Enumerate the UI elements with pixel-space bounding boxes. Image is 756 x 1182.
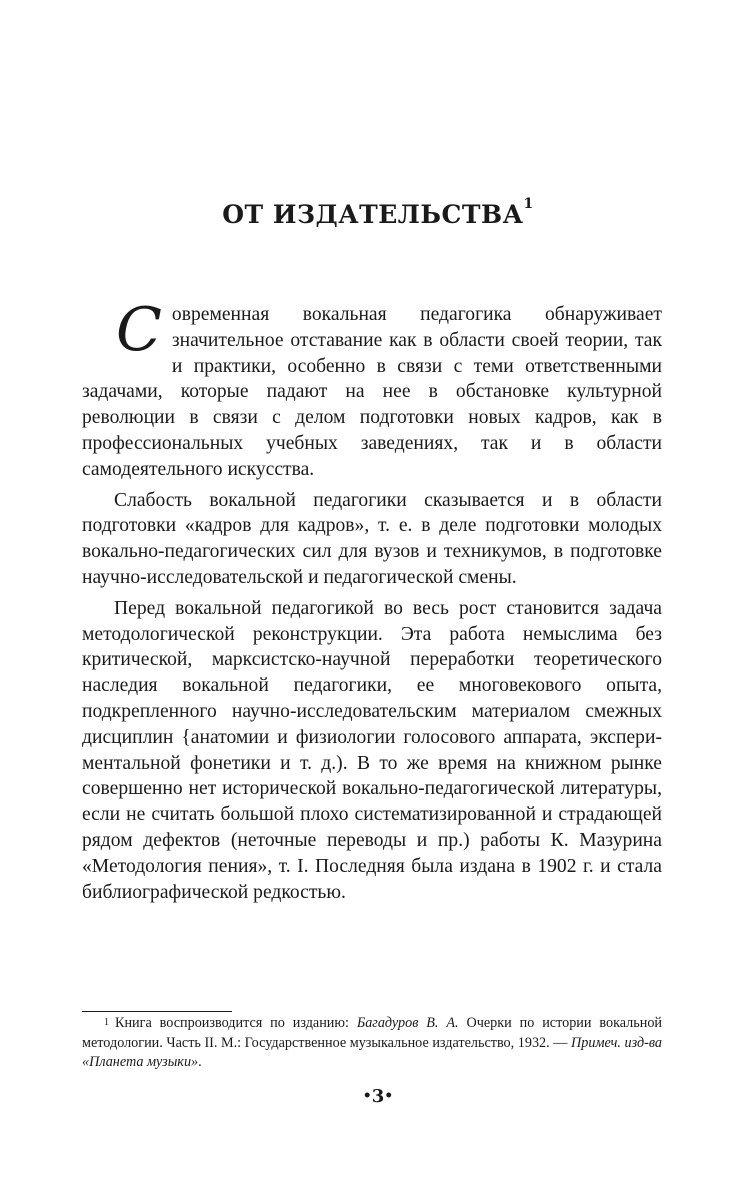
footnote-end: . — [198, 1054, 202, 1070]
footnote — [82, 1014, 662, 1073]
page-number-left-bullet: • — [362, 1088, 372, 1104]
paragraph-1 — [82, 295, 662, 483]
footnote-divider — [82, 1011, 232, 1012]
paragraph-1-text: овременная вокальная педагогика обнаруживает значительное отставание как в области своей теории, так и практики, особенно в связи с теми ответственными задачами, которые падают на нее в обстановке культурной революции в связи с делом подготовки новых кадров, как в профессиональных учебных заведениях, так и в области самодеятельного искусства. — [82, 304, 662, 480]
paragraph-2: Слабость вокальной педагогики сказывается и в области подготовки «кадров для кадров», т. е. в деле подготовки молодых вокально-педагогических сил для вузов и техникумов, в подготовке научно-исследовательской и педагогической смены. — [82, 489, 662, 588]
page-number-value: 3 — [371, 1086, 385, 1107]
paragraph-3: Перед вокальной педагогикой во весь рост становится задача методологической реконструкции. Эта работа немыслима без критической, марксистско-научной переработки теоретического наследия вокальной педагогики, ее многовекового опыта, подкрепленного научно-исследовательским материалом смежных дисциплин {анатомии и физиологии голосового аппарата, экспериментальной фонетики и т. д.). В то же время на книжном рынке совершенно нет исторической вокально-педагогической литературы, если не считать большой плохо систематизированной и страдающей рядом дефектов (неточные переводы и пр.) работы К. Мазурина «Методология пения», т. I. Последняя была издана в 1902 г. и стала библиографической редкостью. — [82, 597, 662, 903]
page-number-right-bullet: • — [384, 1088, 394, 1104]
page-number — [0, 1086, 756, 1107]
footnote-lead: Книга воспроизводится по изданию: — [115, 1015, 357, 1031]
title-text: ОТ ИЗДАТЕЛЬСТВА — [222, 200, 524, 229]
footnote-publisher-note: Примеч. изд-ва «Планета музыки» — [82, 1034, 662, 1070]
footnote-mark: 1 — [104, 1017, 109, 1028]
footnote-author: Багадуров В. А. — [356, 1015, 459, 1031]
body-text — [82, 295, 662, 910]
drop-cap: С — [116, 295, 162, 365]
title-footnote-ref: 1 — [523, 196, 534, 212]
page-title — [0, 196, 756, 229]
footnote-middle: Очерки по истории вокальной методологии. Часть II. М.: Государственное музыкальное издательство, 1932. — — [82, 1015, 663, 1051]
